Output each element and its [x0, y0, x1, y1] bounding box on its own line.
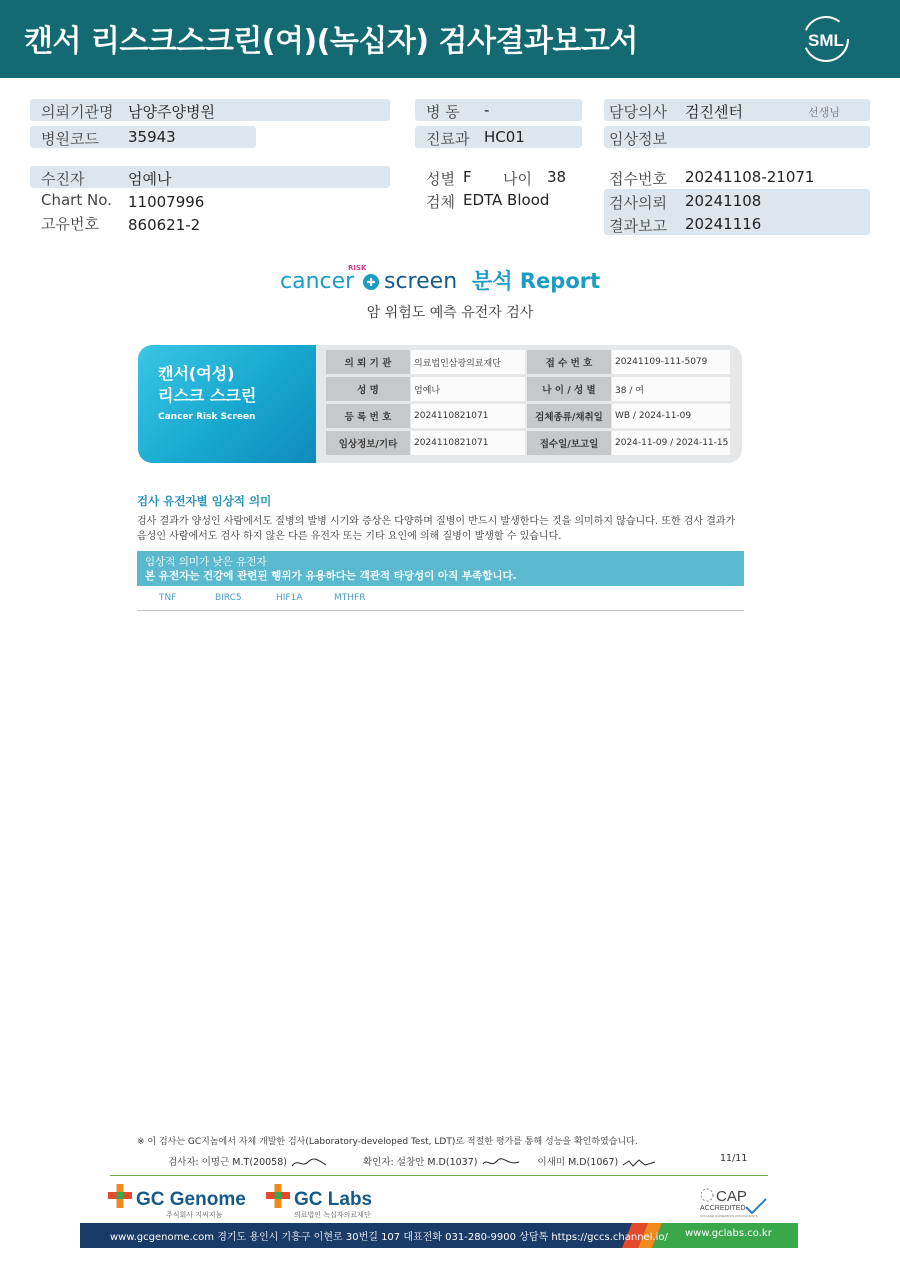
gc-labs-name: GC Labs	[294, 1189, 373, 1210]
report-subtitle: 암 위험도 예측 유전자 검사	[366, 305, 534, 321]
card-key: 성 명	[326, 377, 410, 401]
cap-sub: ACCREDITED	[700, 1205, 746, 1212]
request-value: 20241108	[685, 192, 762, 210]
card-value: 엄예나	[411, 377, 525, 401]
gene-item: HIF1A	[276, 593, 303, 603]
sml-logo-text: SML	[808, 31, 844, 50]
sex-label: 성별	[426, 170, 455, 188]
hospital-code-label: 병원코드	[41, 130, 99, 148]
footer-note: ※ 이 검사는 GC지놈에서 자체 개발한 검사(Laboratory-developed Test, LDT)로 적절한 평가를 통해 성능을 확인하였습니다.	[137, 1137, 638, 1147]
chart-label: Chart No.	[41, 191, 112, 209]
gene-item: TNF	[159, 593, 177, 603]
ward-label: 병 동	[426, 103, 460, 121]
doctor-label: 담당의사	[609, 103, 667, 121]
gc-genome-sub: 주식회사 지씨지놈	[166, 1211, 223, 1219]
card-value: 2024110821071	[411, 431, 525, 455]
genes-section-title: 검사 유전자별 임상적 의미	[137, 494, 272, 508]
result-value: 20241116	[685, 215, 762, 233]
doctor-suffix: 선생님	[808, 106, 840, 119]
cap-accredited-logo	[698, 1185, 770, 1219]
reception-label: 접수번호	[609, 170, 667, 188]
card-title-2: 리스크 스크린	[158, 386, 257, 405]
card-key: 의 뢰 기 관	[326, 350, 410, 374]
id-value: 860621-2	[128, 216, 201, 234]
cap-title: CAP	[716, 1188, 747, 1205]
id-label: 고유번호	[41, 215, 99, 233]
bottom-contact-bar	[80, 1223, 798, 1248]
ward-value: -	[484, 101, 490, 119]
page-number: 11/11	[720, 1153, 748, 1164]
brand-risk: RISK	[348, 264, 367, 272]
signature-confirm-1	[481, 1156, 521, 1170]
age-value: 38	[547, 168, 567, 186]
dept-label: 진료과	[426, 130, 470, 148]
footer-divider	[110, 1175, 768, 1176]
info-card	[138, 345, 742, 463]
name-value: 엄예나	[128, 170, 172, 188]
brand-screen: screen	[384, 269, 458, 294]
card-key: 임상정보/기타	[326, 431, 410, 455]
referring-label: 의뢰기관명	[41, 103, 114, 121]
card-title-en: Cancer Risk Screen	[158, 412, 256, 422]
brand-suffix: 분석 Report	[472, 269, 601, 293]
card-key: 검체종류/채취일	[527, 404, 611, 428]
reception-value: 20241108-21071	[685, 168, 815, 186]
specimen-label: 검체	[426, 193, 455, 211]
band-text: 본 유전자는 건강에 관련된 행위가 유용하다는 객관적 타당성이 아직 부족합니다.	[145, 570, 517, 582]
band-title: 임상적 의미가 낮은 유전자	[145, 556, 267, 568]
dept-value: HC01	[484, 128, 525, 146]
report-title: 캔서 리스크스크린(여)(녹십자) 검사결과보고서	[24, 24, 638, 59]
low-significance-band	[137, 551, 744, 586]
gc-labs-logo	[266, 1184, 396, 1220]
card-value: 20241109-111-5079	[612, 350, 730, 374]
footer-signatures	[168, 1154, 657, 1170]
bottom-contact-text: www.gcgenome.com 경기도 용인시 기흥구 이현로 30번길 107 대표전화 031-280-9900 상담톡 https://gccs.channel.io/	[110, 1232, 668, 1243]
gc-genome-name: GC Genome	[136, 1189, 246, 1210]
referring-value: 남양주양병원	[128, 103, 215, 121]
card-key: 등 록 번 호	[326, 404, 410, 428]
gc-labs-sub: 의료법인 녹십자의료재단	[294, 1211, 371, 1219]
request-label: 검사의뢰	[609, 194, 667, 212]
card-value: 의료법인삼광의료재단	[411, 350, 525, 374]
clinical-label: 임상정보	[609, 130, 667, 148]
confirm-1: 확인자: 설창안 M.D(1037)	[363, 1157, 478, 1168]
result-label: 결과보고	[609, 217, 667, 235]
gclabs-url[interactable]: www.gclabs.co.kr	[685, 1228, 772, 1239]
chart-value: 11007996	[128, 193, 205, 211]
gene-item: BIRC5	[215, 593, 242, 603]
card-key: 나 이 / 성 별	[527, 377, 611, 401]
card-key: 접 수 번 호	[527, 350, 611, 374]
card-title-1: 캔서(여성)	[158, 364, 235, 383]
doctor-value: 검진센터	[685, 103, 743, 121]
brand-cancer: cancer	[280, 269, 355, 294]
card-value: 2024110821071	[411, 404, 525, 428]
gc-genome-logo	[108, 1184, 258, 1220]
genes-section-description: 검사 결과가 양성인 사람에서도 질병의 발병 시기와 증상은 다양하며 질병이 반드시 발생한다는 것을 의미하지 않습니다. 또한 검사 결과가 음성인 사람에서도 검사 하지 않은 다른 유전자 또는 기타 요인에 의해 질병이 발생할 수 있습니다.	[137, 516, 736, 542]
hospital-code-value: 35943	[128, 128, 176, 146]
gene-item: MTHFR	[334, 593, 366, 603]
age-label: 나이	[503, 170, 532, 188]
card-value: WB / 2024-11-09	[612, 404, 730, 428]
specimen-value: EDTA Blood	[463, 191, 550, 209]
sex-value: F	[463, 168, 472, 186]
gene-list	[137, 590, 744, 611]
header-bar	[0, 0, 900, 78]
sml-logo	[800, 14, 852, 64]
card-key: 접수일/보고일	[527, 431, 611, 455]
card-value: 38 / 여	[612, 377, 730, 401]
name-label: 수진자	[41, 170, 85, 188]
confirm-2: 이새미 M.D(1067)	[537, 1157, 619, 1168]
signature-tester	[290, 1156, 330, 1170]
cap-small: COLLEGE of AMERICAN PATHOLOGISTS	[700, 1214, 758, 1218]
report-brand	[280, 264, 610, 300]
card-brand-panel	[138, 345, 316, 463]
card-value: 2024-11-09 / 2024-11-15	[612, 431, 730, 455]
signature-confirm-2	[621, 1156, 657, 1170]
tester: 검사자: 이명근 M.T(20058)	[168, 1157, 287, 1168]
